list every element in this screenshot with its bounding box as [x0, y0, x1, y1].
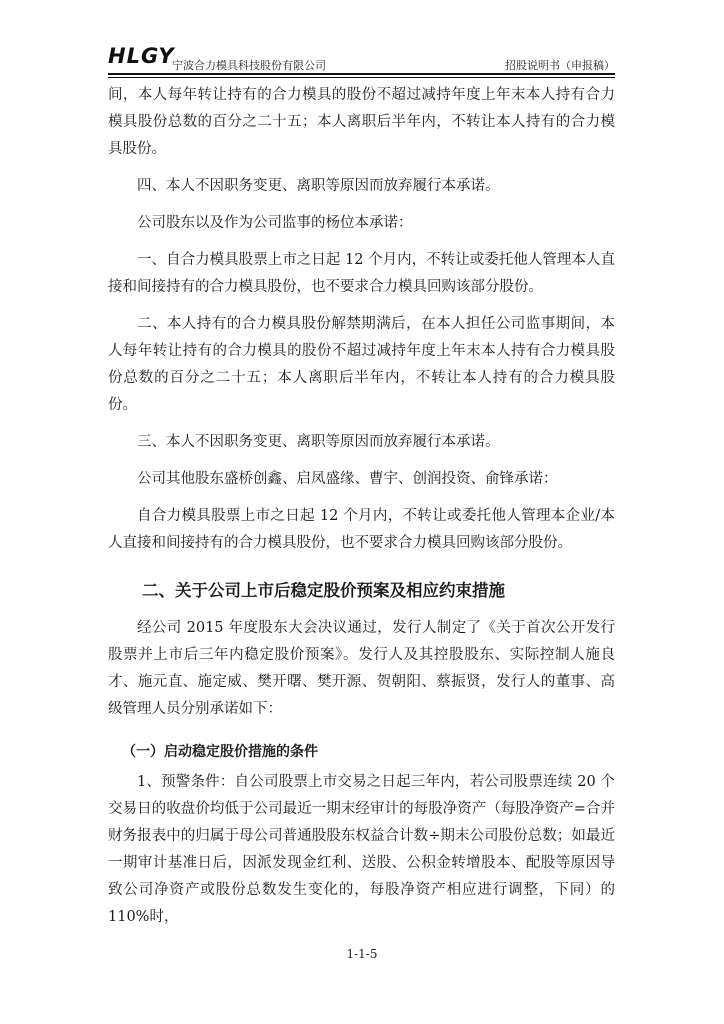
subsection-title: （一）启动稳定股价措施的条件	[122, 744, 318, 760]
company-logo: HLGY	[108, 44, 175, 68]
section-title: 二、关于公司上市后稳定股价预案及相应约束措施	[142, 581, 505, 600]
paragraph-commitment-four: 四、本人不因职务变更、离职等原因而放弃履行本承诺。	[137, 178, 500, 194]
paragraph-supervisor-three: 三、本人不因职务变更、离职等原因而放弃履行本承诺。	[137, 434, 500, 450]
paragraph-stabilization-intro: 经公司 2015 年度股东大会决议通过，发行人制定了《关于首次公开发行股票并上市后三年内稳定股价预案》。发行人及其控股股东、实际控制人施良才、施元直、施定威、樊开曙、樊开源、贺朝阳、蔡振贤，发行人的董事、高级管理人员分别承诺如下：	[108, 620, 615, 717]
header-rule-thin	[108, 77, 615, 78]
page-body	[108, 82, 615, 931]
page-number: 1-1-5	[346, 947, 378, 961]
paragraph-continued: 间，本人每年转让持有的合力模具的股份不超过减持年度上年末本人持有合力模具股份总数的百分之二十五；本人离职后半年内，不转让本人持有的合力模具股份。	[108, 87, 615, 157]
document-title: 招股说明书（申报稿）	[505, 59, 615, 72]
paragraph-supervisor-one: 一、自合力模具股票上市之日起 12 个月内，不转让或委托他人管理本人直接和间接持有的合力模具股份，也不要求合力模具回购该部分股份。	[108, 252, 615, 295]
paragraph-supervisor-two: 二、本人持有的合力模具股份解禁期满后，在本人担任公司监事期间，本人每年转让持有的合力模具的股份不超过减持年度上年末本人持有合力模具股份总数的百分之二十五；本人离职后半年内，不转让本人持有的合力模具股份。	[108, 316, 615, 413]
company-name: 宁波合力模具科技股份有限公司	[172, 59, 326, 72]
paragraph-lockup: 自合力模具股票上市之日起 12 个月内，不转让或委托他人管理本企业/本人直接和间接持有的合力模具股份，也不要求合力模具回购该部分股份。	[108, 508, 615, 551]
header-rule-thick	[108, 73, 615, 75]
paragraph-supervisor-intro: 公司股东以及作为公司监事的杨位本承诺：	[137, 215, 413, 231]
paragraph-warning-condition: 1、预警条件：自公司股票上市交易之日起三年内，若公司股票连续 20 个交易日的收盘价均低于公司最近一期末经审计的每股净资产（每股净资产=合并财务报表中的归属于母公司普通股股东权益合计数÷期末公司股份总数；如最近一期审计基准日后，因派发现金红利、送股、公积金转增股本、配股等原因导致公司净资产或股份总数发生变化的，每股净资产相应进行调整，下同）的 110%时，	[108, 774, 615, 925]
page-header	[108, 40, 615, 74]
paragraph-other-shareholders: 公司其他股东盛桥创鑫、启凤盛缘、曹宇、创润投资、俞锋承诺：	[137, 471, 558, 487]
